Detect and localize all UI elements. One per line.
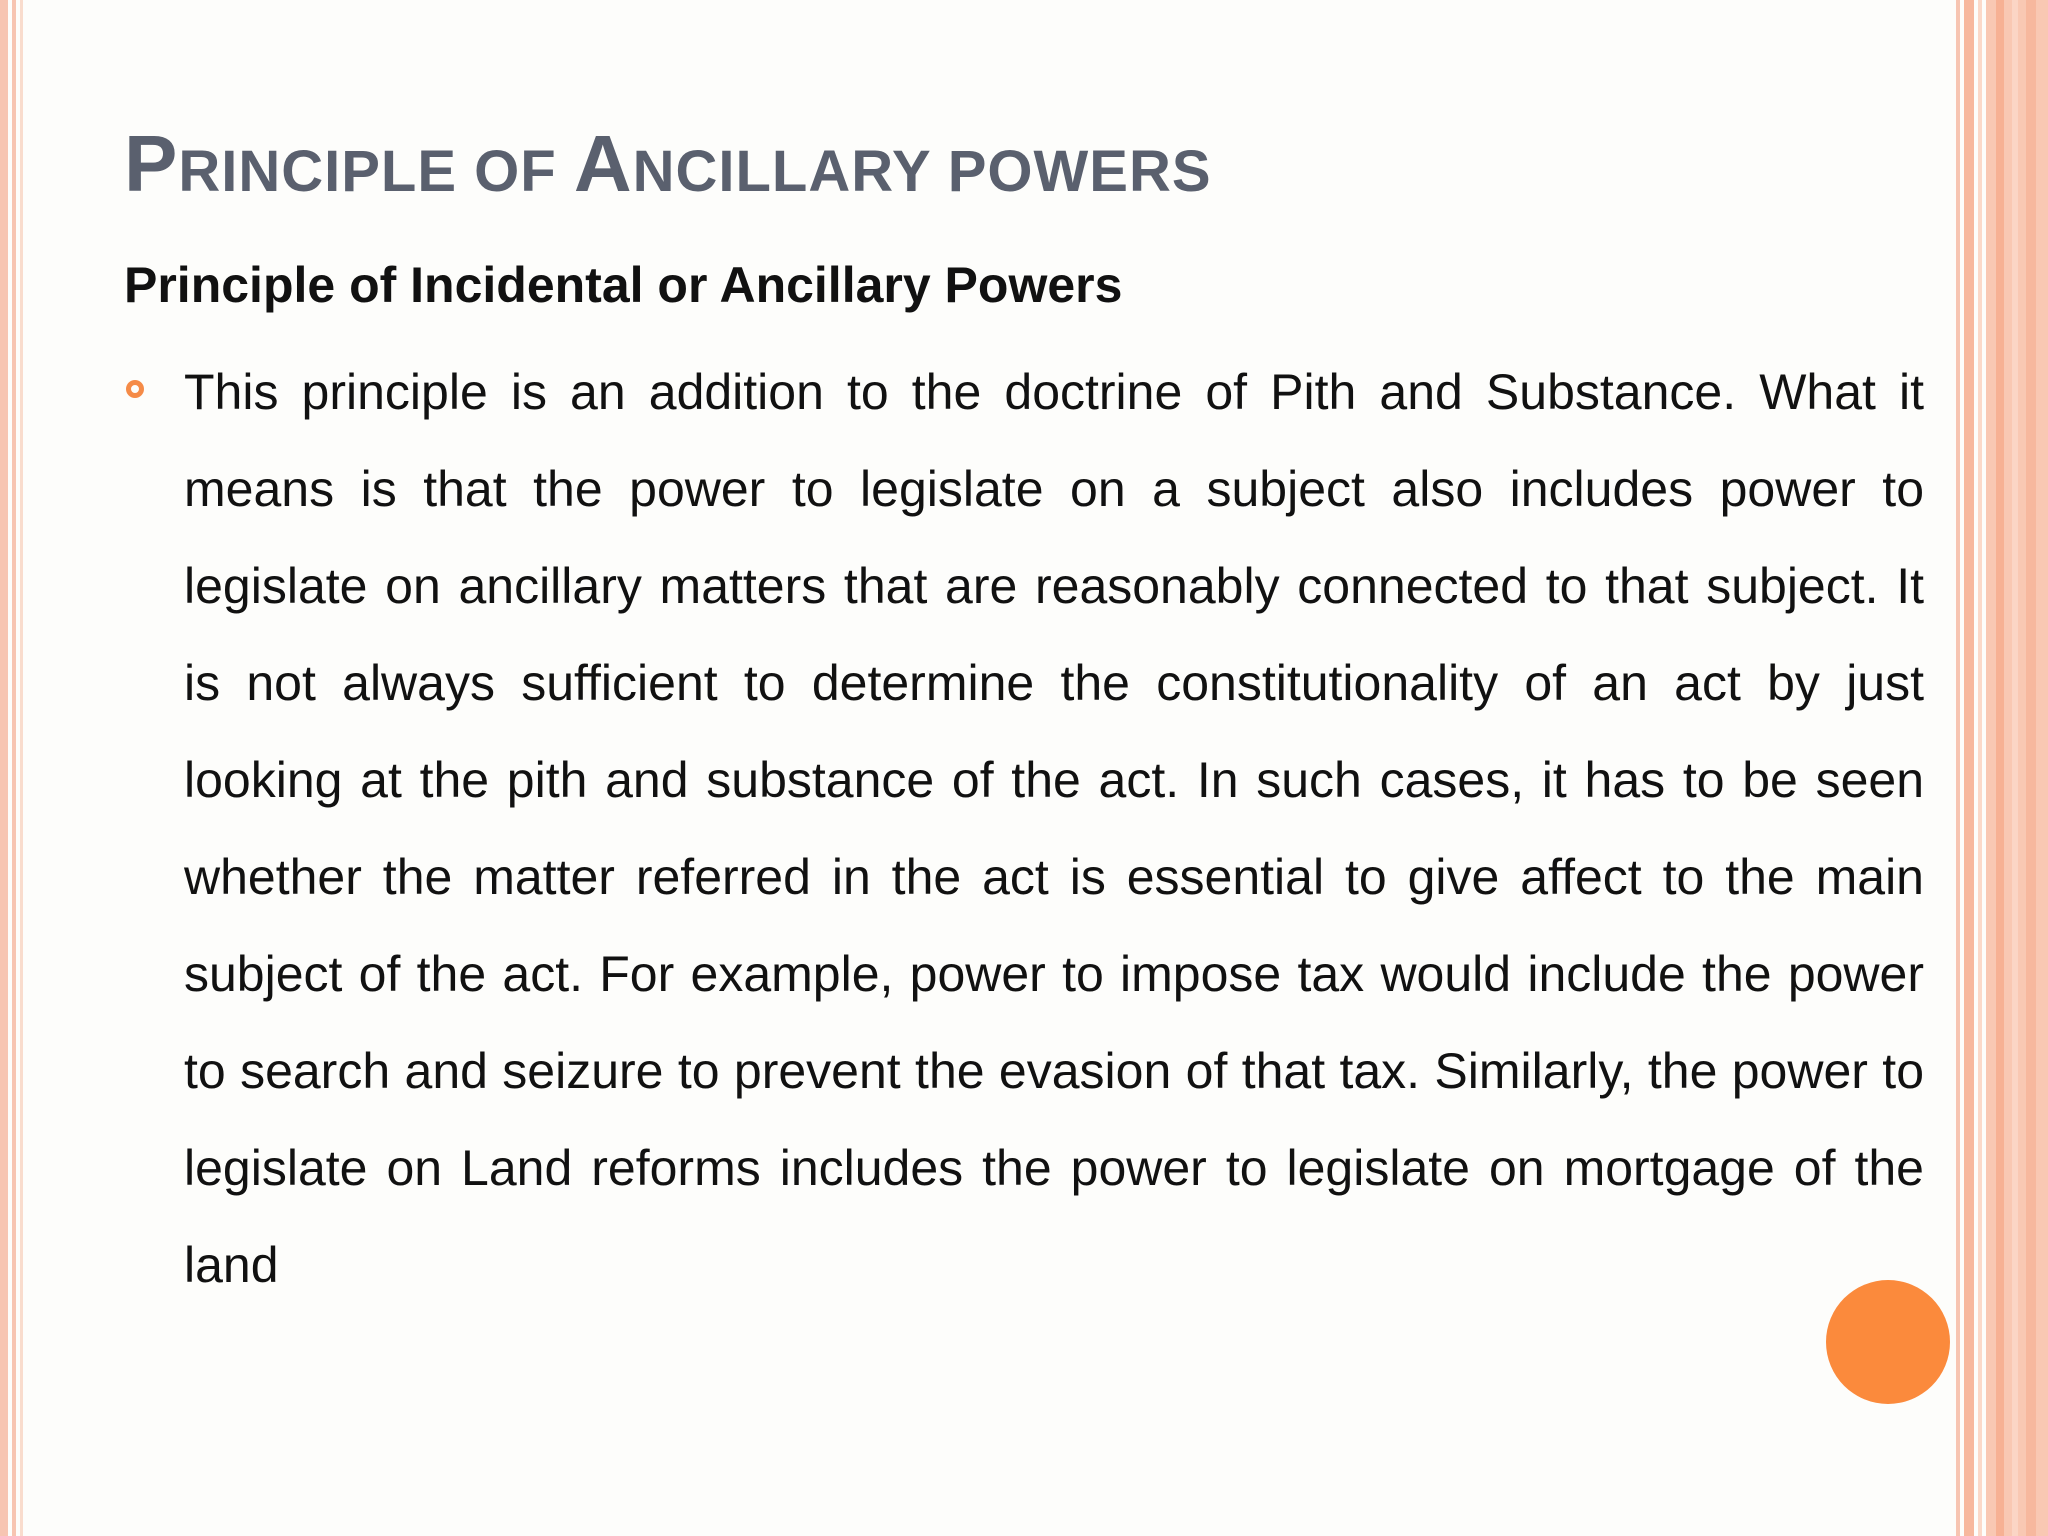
orange-circle-decoration: [1826, 1280, 1950, 1404]
title-text-1: RINCIPLE OF: [178, 139, 574, 204]
right-border-stripe: [2026, 0, 2036, 1536]
left-border-stripe: [20, 0, 23, 1536]
bullet-circle-icon: [126, 380, 144, 398]
title-text-2: NCILLARY POWERS: [632, 139, 1212, 204]
slide-subtitle: Principle of Incidental or Ancillary Powers: [124, 257, 1123, 313]
left-border-stripe: [12, 0, 16, 1536]
right-border-stripe: [1978, 0, 1982, 1536]
right-border-stripe: [1964, 0, 1974, 1536]
left-border-stripe: [0, 0, 8, 1536]
title-initial-1: P: [124, 119, 179, 208]
bullet-text: This principle is an addition to the doctrine of Pith and Substance. What it means is that the power to legislate on a subject also includes power to legislate on ancillary matters that are reasonably connected to that subject. It is not always sufficient to determine the constitutionality of an act by just looking at the pith and substance of the act. In such cases, it has to be seen whether the matter referred in the act is essential to give affect to the main subject of the act. For example, power to impose tax would include the power to search and seizure to prevent the evasion of that tax. Similarly, the power to legislate on Land reforms includes the power to legislate on mortgage of the land: [184, 364, 1924, 1293]
title-initial-2: A: [573, 119, 633, 208]
right-border-stripe: [2012, 0, 2018, 1536]
right-border-stripe: [1956, 0, 1960, 1536]
slide-title: [124, 118, 1212, 210]
right-border-stripe: [1996, 0, 2004, 1536]
